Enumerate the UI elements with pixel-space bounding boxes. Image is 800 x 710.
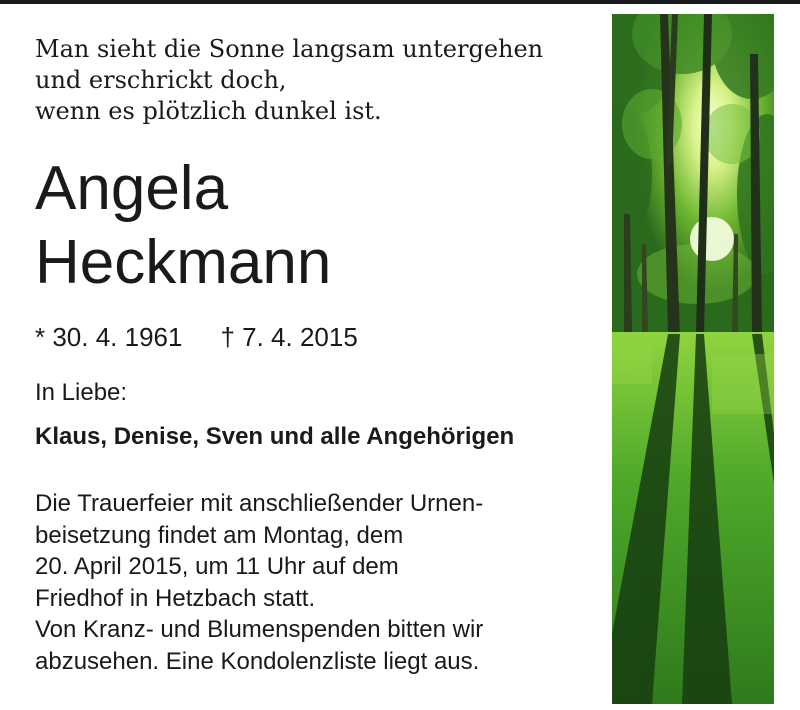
poem-line: wenn es plötzlich dunkel ist. [35,97,382,125]
notice-line: 20. April 2015, um 11 Uhr auf dem [35,553,399,580]
mourners-intro: In Liebe: [35,379,128,406]
poem-verse [35,34,543,127]
funeral-notice [35,488,483,677]
death-date: † 7. 4. 2015 [220,322,358,352]
last-name: Heckmann [35,228,332,297]
poem-line: und erschrickt doch, [35,66,287,94]
mourners-names: Klaus, Denise, Sven und alle Angehörigen [35,423,515,450]
notice-line: Die Trauerfeier mit anschließender Urnen- [35,490,484,517]
deceased-name [35,152,331,300]
tree-photo-illustration [612,14,774,704]
birth-date: * 30. 4. 1961 [35,322,183,352]
poem-line: Man sieht die Sonne langsam untergehen [35,35,544,63]
notice-line: abzusehen. Eine Kondolenzliste liegt aus. [35,647,480,675]
life-dates [35,322,358,352]
notice-line: Friedhof in Hetzbach statt. [35,584,316,612]
tree-park-photo [612,14,774,704]
sun-icon [690,217,734,261]
notice-line: beisetzung findet am Montag, dem [35,521,404,549]
first-name: Angela [35,154,229,223]
notice-line: Von Kranz- und Blumenspenden bitten wir [35,616,484,643]
